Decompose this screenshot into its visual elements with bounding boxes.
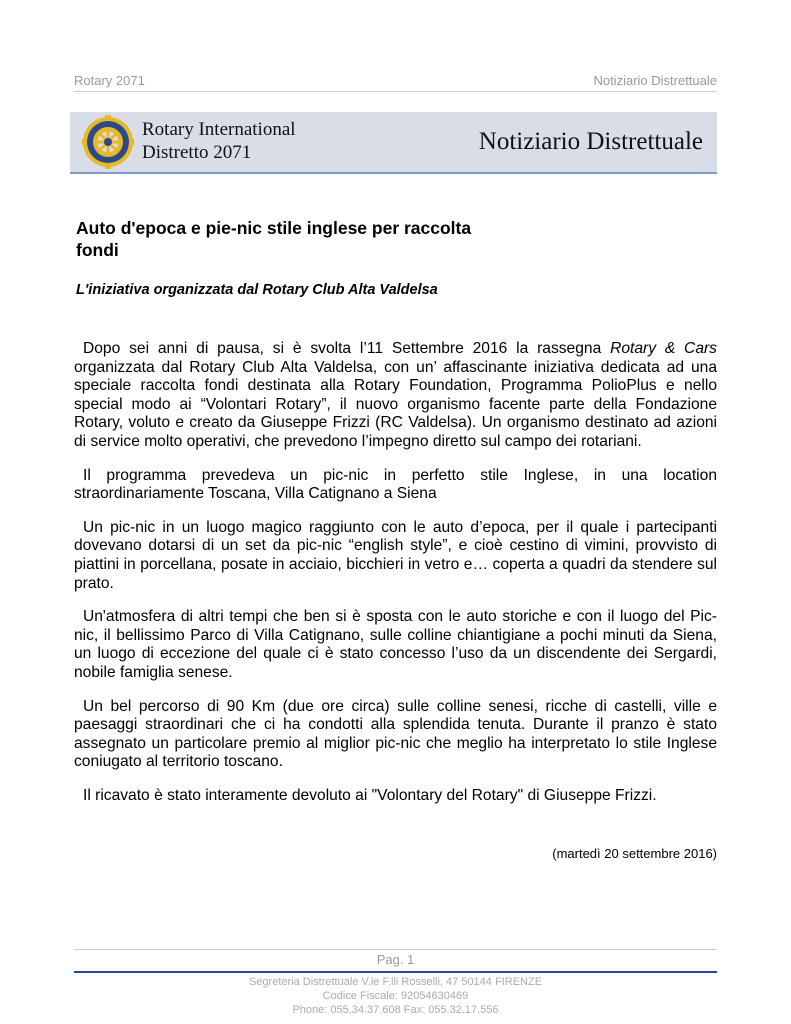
paragraph: Il programma prevedeva un pic-nic in perfetto stile Inglese, in una location straordinariamente Toscana, Villa Catignano a Siena bbox=[74, 466, 717, 503]
paragraph: Un pic-nic in un luogo magico raggiunto con le auto d’epoca, per il quale i partecipanti dovevano dotarsi di un set da pic-nic “english style”, e cioè cestino di vimini, provvisto di piattini in porcellana, posate in acciaio, bicchieri in vetro e… coperta a quadri da stendere sul prato. bbox=[74, 518, 717, 592]
footer-fiscal-code: Codice Fiscale: 92054630469 bbox=[322, 990, 469, 1002]
newsletter-banner bbox=[70, 112, 717, 174]
paragraph-text: organizzata dal Rotary Club Alta Valdelsa, con un’ affascinante iniziativa dedicata ad una speciale raccolta fondi destinata alla Rotary Foundation, Programma PolioPlus e nello special modo ai “Volontari Rotary”, il nuovo organismo facente parte della Fondazione Rotary, voluto e creato da Giuseppe Frizzi (RC Valdelsa). Un organismo destinato ad azioni di service molto operativi, che prevedono l’impegno diretto sul campo dei rotariani. bbox=[74, 358, 717, 450]
page-number: Pag. 1 bbox=[376, 952, 415, 967]
running-header bbox=[74, 73, 717, 92]
paragraph bbox=[74, 340, 717, 452]
header-left: Rotary 2071 bbox=[74, 73, 145, 88]
paragraph: Un bel percorso di 90 Km (due ore circa) sulle colline senesi, ricche di castelli, ville e paesaggi straordinari che ci ha condotti alla splendida tenuta. Durante il pranzo è stato assegnato un particolare premio al miglior pic-nic che meglio ha interpretato lo stile Inglese coniugato al territorio toscano. bbox=[74, 697, 717, 771]
article-subtitle: L'iniziativa organizzata dal Rotary Club Alta Valdelsa bbox=[76, 282, 438, 298]
footer-address: Segreteria Distrettuale V.le F.lli Rosselli, 47 50144 FIRENZE bbox=[248, 976, 543, 988]
rotary-wheel-logo-icon bbox=[82, 115, 134, 169]
footer-phone: Phone: 055.34.37.608 Fax: 055.32.17.556 bbox=[292, 1004, 499, 1016]
paragraph: Un'atmosfera di altri tempi che ben si è sposta con le auto storiche e con il luogo del Pic-nic, il bellissimo Parco di Villa Catignano, sulle colline chiantigiane a pochi minuti da Siena, un luogo di eccezione del quale ci è stato concesso l’uso da un discendente dei Sergardi, nobile famiglia senese. bbox=[74, 608, 717, 681]
publication-title: Notiziario Distrettuale bbox=[478, 128, 703, 155]
footer-rule bbox=[74, 971, 717, 973]
event-name: Rotary & Cars bbox=[610, 340, 717, 357]
article-body bbox=[74, 340, 717, 820]
footer-contact bbox=[74, 975, 717, 1017]
article-title: Auto d'epoca e pie-nic stile inglese per raccolta fondi bbox=[76, 218, 472, 260]
paragraph: Il ricavato è stato interamente devoluto ai "Volontary del Rotary" di Giuseppe Frizzi. bbox=[83, 786, 657, 804]
paragraph-text: Dopo sei anni di pausa, si è svolta l’11 Settembre 2016 la rassegna bbox=[83, 340, 611, 357]
footer-divider bbox=[74, 949, 717, 950]
header-right: Notiziario Distrettuale bbox=[593, 73, 717, 88]
org-line-2: Distretto 2071 bbox=[142, 142, 252, 163]
org-line-1: Rotary International bbox=[142, 119, 296, 140]
article-date: (martedì 20 settembre 2016) bbox=[552, 846, 717, 861]
organization-name bbox=[142, 118, 296, 164]
